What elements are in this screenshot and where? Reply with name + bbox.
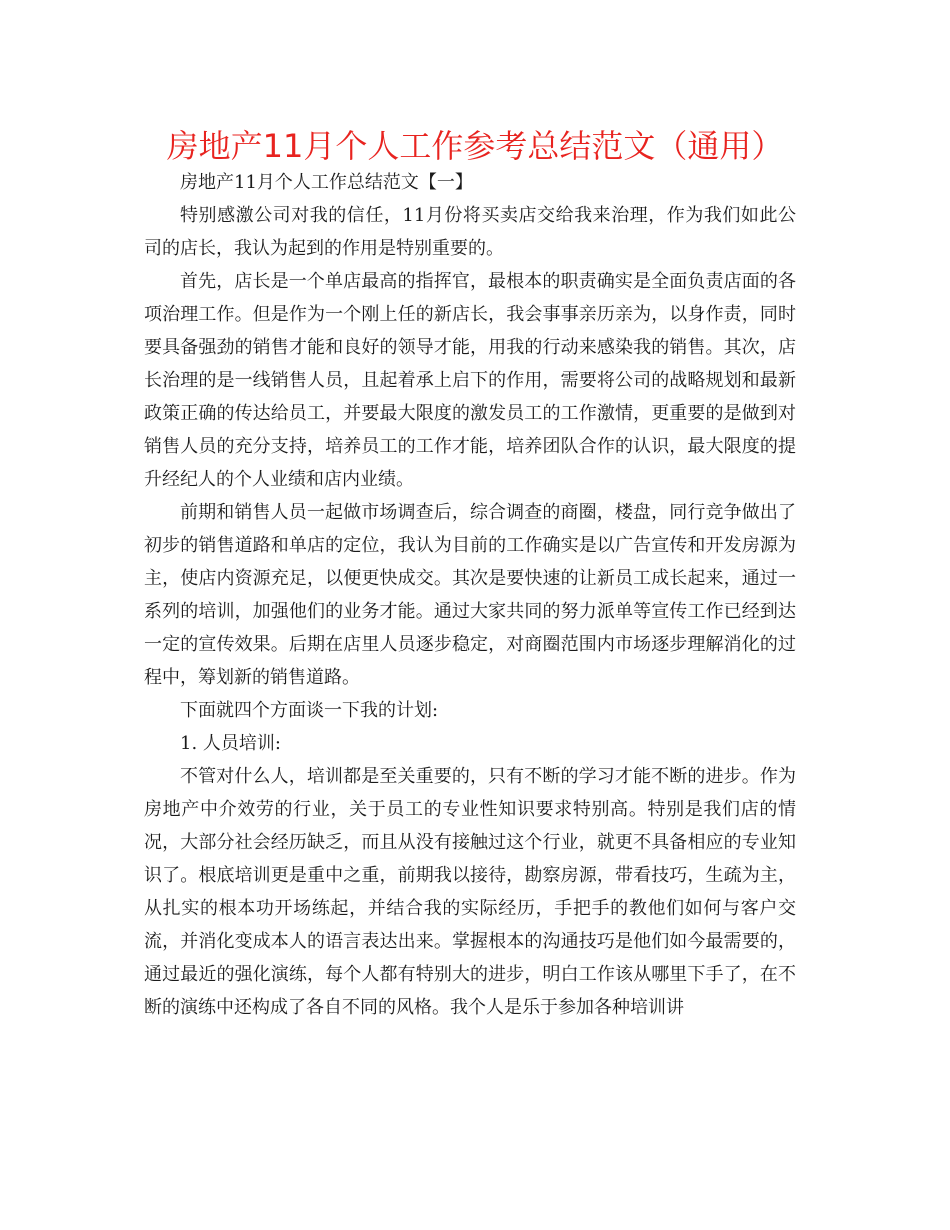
list-heading: 1. 人员培训: (180, 733, 281, 754)
section-heading: 房地产11月个人工作总结范文【一】 (180, 172, 473, 193)
paragraph: 特别感激公司对我的信任，11月份将买卖店交给我来治理，作为我们如此公司的店长，我认为起到的作用是特别重要的。 (144, 205, 796, 259)
paragraph: 不管对什么人，培训都是至关重要的，只有不断的学习才能不断的进步。作为房地产中介效劳的行业，关于员工的专业性知识要求特别高。特别是我们店的情况，大部分社会经历缺乏，而且从没有接触过这个行业，就更不具备相应的专业知识了。根底培训更是重中之重，前期我以接待，勘察房源，带看技巧，生疏为主，从扎实的根本功开场练起，并结合我的实际经历，手把手的教他们如何与客户交流，并消化变成本人的语言表达出来。掌握根本的沟通技巧是他们如今最需要的，通过最近的强化演练，每个人都有特别大的进步，明白工作该从哪里下手了，在不断的演练中还构成了各自不同的风格。我个人是乐于参加各种培训讲 (144, 766, 796, 1018)
paragraph: 前期和销售人员一起做市场调查后，综合调查的商圈，楼盘，同行竞争做出了初步的销售道路和单店的定位，我认为目前的工作确实是以广告宣传和开发房源为主，使店内资源充足，以便更快成交。其次是要快速的让新员工成长起来，通过一系列的培训，加强他们的业务才能。通过大家共同的努力派单等宣传工作已经到达一定的宣传效果。后期在店里人员逐步稳定，对商圈范围内市场逐步理解消化的过程中，筹划新的销售道路。 (144, 502, 796, 688)
paragraph: 首先，店长是一个单店最高的指挥官，最根本的职责确实是全面负责店面的各项治理工作。但是作为一个刚上任的新店长，我会事事亲历亲为，以身作责，同时要具备强劲的销售才能和良好的领导才能，用我的行动来感染我的销售。其次，店长治理的是一线销售人员，且起着承上启下的作用，需要将公司的战略规划和最新政策正确的传达给员工，并要最大限度的激发员工的工作激情，更重要的是做到对销售人员的充分支持，培养员工的工作才能，培养团队合作的认识，最大限度的提升经纪人的个人业绩和店内业绩。 (144, 271, 796, 490)
paragraph: 下面就四个方面谈一下我的计划: (180, 700, 439, 721)
document-body (144, 166, 796, 1024)
document-title: 房地产11月个人工作参考总结范文（通用） (166, 127, 784, 165)
